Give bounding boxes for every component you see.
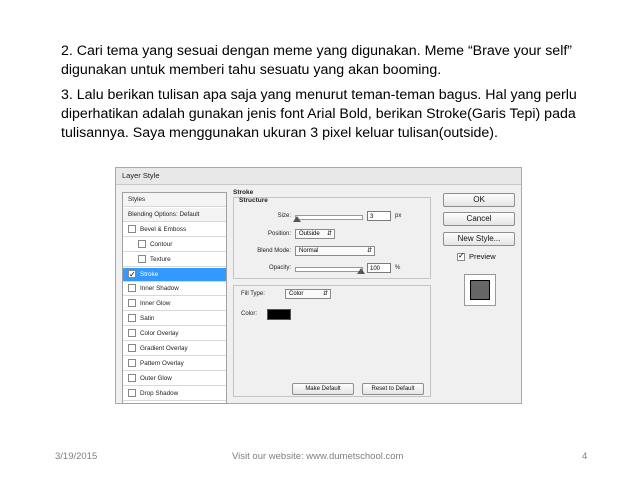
opacity-unit: % <box>395 265 401 271</box>
style-checkbox[interactable] <box>128 270 136 278</box>
style-checkbox[interactable] <box>138 240 146 248</box>
style-item-texture[interactable] <box>123 253 226 267</box>
footer-website: Visit our website: www.dumetschool.com <box>232 451 404 462</box>
opacity-slider-handle[interactable] <box>357 268 365 274</box>
opacity-label: Opacity: <box>268 265 291 271</box>
preview-swatch <box>470 280 490 300</box>
style-checkbox[interactable] <box>128 329 136 337</box>
reset-to-default-button[interactable]: Reset to Default <box>362 383 424 395</box>
style-item-label: Contour <box>150 240 173 248</box>
size-slider-handle[interactable] <box>293 216 301 222</box>
updown-arrow-icon: ⇵ <box>366 248 372 254</box>
dialog-title: Layer Style <box>116 168 521 185</box>
style-item-pattern-overlay[interactable] <box>123 357 226 371</box>
style-item-outer-glow[interactable] <box>123 372 226 386</box>
style-item-label: Color Overlay <box>140 330 179 338</box>
style-item-label: Satin <box>140 315 155 323</box>
style-item-label: Pattern Overlay <box>140 359 184 367</box>
fill-type-select[interactable] <box>285 289 331 299</box>
opacity-input[interactable]: 100 <box>367 263 391 273</box>
fill-type-value: Color <box>289 291 304 297</box>
preview-label: Preview <box>469 252 496 261</box>
style-checkbox[interactable] <box>128 314 136 322</box>
style-checkbox[interactable] <box>128 299 136 307</box>
style-item-label: Outer Glow <box>140 374 172 382</box>
style-item-color-overlay[interactable] <box>123 327 226 341</box>
style-item-stroke[interactable] <box>123 268 226 282</box>
make-default-button[interactable]: Make Default <box>292 383 354 395</box>
style-item-label: Inner Shadow <box>140 285 179 293</box>
blend-mode-select[interactable] <box>295 246 375 256</box>
styles-list <box>122 192 227 404</box>
position-value: Outside <box>299 231 320 237</box>
style-checkbox[interactable] <box>128 225 136 233</box>
style-item-label: Bevel & Emboss <box>140 225 187 233</box>
paragraph-step-3: 3. Lalu berikan tulisan apa saja yang menurut teman-teman bagus. Hal yang perlu diperhatikan adalah gunakan jenis font Arial Bold, berikan Stroke(Garis Tepi) pada tulisannya. Saya menggunakan ukuran 3 pixel keluar tulisan(outside). <box>61 87 577 141</box>
cancel-button[interactable]: Cancel <box>443 212 515 226</box>
position-label: Position: <box>267 231 291 237</box>
structure-title: Structure <box>239 197 268 204</box>
style-item-bevel-emboss[interactable] <box>123 223 226 237</box>
style-checkbox[interactable] <box>138 255 146 263</box>
style-item-inner-shadow[interactable] <box>123 282 226 296</box>
footer-date: 3/19/2015 <box>55 451 98 462</box>
updown-arrow-icon: ⇵ <box>322 291 328 297</box>
size-label: Size: <box>277 213 291 219</box>
style-item-label: Blending Options: Default <box>128 210 200 218</box>
style-item-label: Styles <box>128 196 146 203</box>
fill-type-label: Fill Type: <box>241 291 265 297</box>
layer-style-dialog <box>115 167 522 404</box>
new-style-button[interactable]: New Style... <box>443 232 515 246</box>
fill-group <box>233 285 431 397</box>
blend-mode-value: Normal <box>299 248 319 254</box>
stroke-section-title: Stroke <box>233 189 254 196</box>
style-item-label: Stroke <box>140 270 159 278</box>
style-checkbox[interactable] <box>128 284 136 292</box>
style-preview-thumbnail <box>464 274 496 306</box>
opacity-slider[interactable] <box>295 267 363 272</box>
style-checkbox[interactable] <box>128 359 136 367</box>
style-checkbox[interactable] <box>128 374 136 382</box>
size-unit: px <box>395 213 402 219</box>
style-item-label: Gradient Overlay <box>140 345 188 352</box>
blend-mode-label: Blend Mode: <box>257 248 291 254</box>
style-item-gradient-overlay[interactable] <box>123 342 226 356</box>
style-item-label: Texture <box>150 255 171 263</box>
style-item-satin[interactable] <box>123 312 226 326</box>
ok-button[interactable]: OK <box>443 193 515 207</box>
style-item-label: Inner Glow <box>140 300 171 308</box>
style-item-styles[interactable] <box>123 193 226 207</box>
style-item-inner-glow[interactable] <box>123 297 226 311</box>
style-checkbox[interactable] <box>128 389 136 397</box>
style-item-label: Drop Shadow <box>140 389 179 397</box>
stroke-panel <box>233 189 431 401</box>
size-slider[interactable] <box>295 215 363 220</box>
position-select[interactable] <box>295 229 335 239</box>
style-item-blending-options-default[interactable] <box>123 208 226 222</box>
style-checkbox[interactable] <box>128 344 136 352</box>
size-input[interactable]: 3 <box>367 211 391 221</box>
updown-arrow-icon: ⇵ <box>326 231 332 237</box>
preview-checkbox[interactable] <box>457 253 465 261</box>
style-item-contour[interactable] <box>123 238 226 252</box>
footer-page-number: 4 <box>582 451 588 462</box>
color-swatch[interactable] <box>267 309 291 320</box>
color-label: Color: <box>241 311 258 317</box>
style-item-drop-shadow[interactable] <box>123 387 226 401</box>
paragraph-step-2: 2. Cari tema yang sesuai dengan meme yang digunakan. Meme “Brave your self” digunakan untuk memberi tahu sesuatu yang akan booming. <box>61 43 573 78</box>
